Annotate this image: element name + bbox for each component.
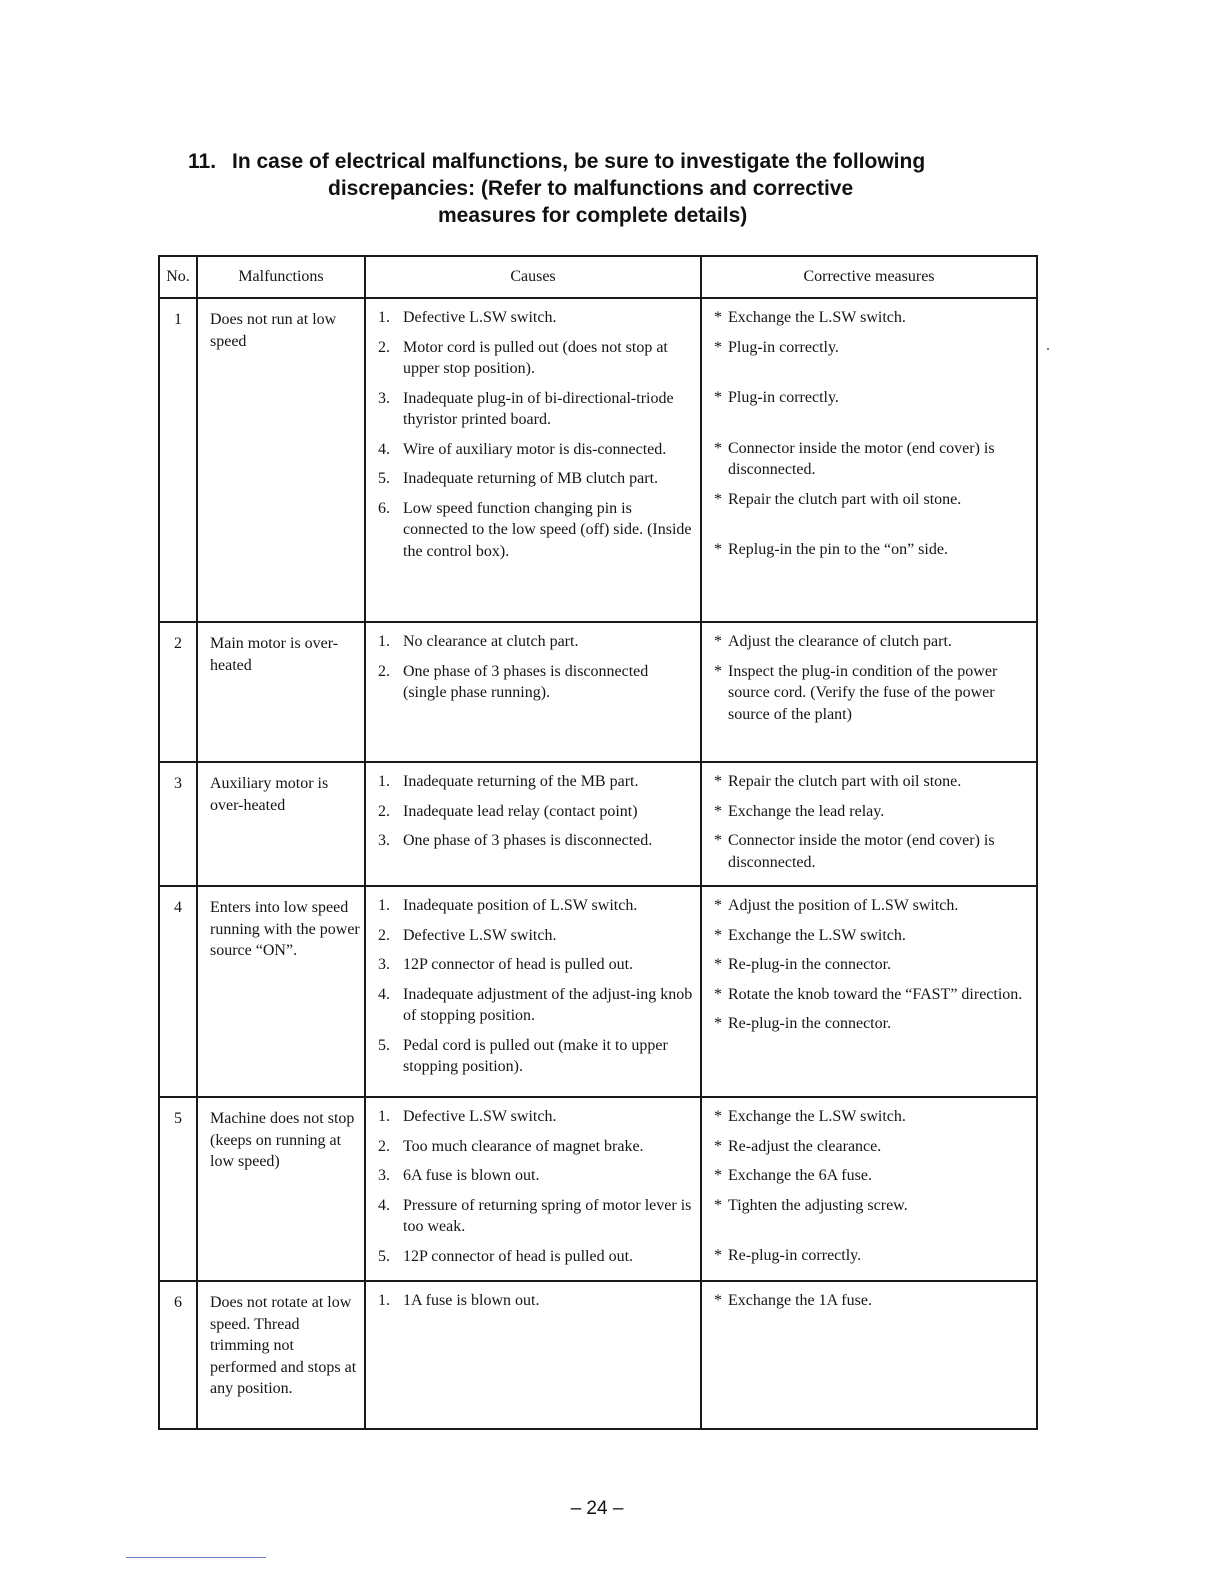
row-number: 4: [159, 886, 197, 1097]
causes-cell: [365, 762, 701, 886]
header-no: No.: [159, 256, 197, 298]
measure-item: * Re-adjust the clearance.: [714, 1137, 882, 1155]
measures-cell: [701, 886, 1037, 1097]
title-line-1: In case of electrical malfunctions, be sure to investigate the following: [232, 150, 926, 173]
causes-cell: [365, 622, 701, 762]
row-number: 1: [159, 298, 197, 622]
cause-item: 4. Pressure of returning spring of motor lever is too weak.: [378, 1196, 692, 1235]
cause-item: 3. 12P connector of head is pulled out.: [378, 956, 634, 973]
measure-item: * Plug-in correctly.: [714, 338, 839, 356]
cause-item: 3. 6A fuse is blown out.: [378, 1167, 540, 1184]
measure-item: * Inspect the plug-in condition of the power source cord. (Verify the fuse of the power source of the plant): [714, 662, 998, 723]
cause-item: 1. Defective L.SW switch.: [378, 1108, 557, 1125]
cause-item: 3. One phase of 3 phases is disconnected.: [378, 832, 653, 849]
measure-item: * Tighten the adjusting screw.: [714, 1196, 908, 1214]
causes-cell: [365, 298, 701, 622]
measure-item: * Exchange the lead relay.: [714, 802, 885, 820]
table-row: [159, 762, 1037, 886]
header-causes: Causes: [365, 256, 701, 298]
page-number: – 24 –: [570, 1498, 624, 1519]
measure-item: * Exchange the 6A fuse.: [714, 1167, 872, 1184]
malfunction-cell: Enters into low speed running with the power source “ON”.: [197, 886, 365, 1097]
cause-item: 2. One phase of 3 phases is disconnected (single phase running).: [378, 662, 649, 701]
measure-item: * Plug-in correctly.: [714, 389, 839, 406]
scan-speck: [1047, 348, 1049, 350]
measures-cell: [701, 762, 1037, 886]
malfunction-cell: Does not run at low speed: [197, 298, 365, 622]
footer-rule: [126, 1557, 266, 1558]
malfunction-cell: Does not rotate at low speed. Thread trimming not performed and stops at any position.: [197, 1281, 365, 1429]
measure-item: * Exchange the L.SW switch.: [714, 1108, 906, 1125]
measure-item: * Repair the clutch part with oil stone.: [714, 773, 962, 790]
measures-cell: [701, 298, 1037, 622]
cause-item: 5. Inadequate returning of MB clutch part.: [378, 470, 659, 487]
cause-item: 1. No clearance at clutch part.: [378, 633, 579, 650]
measure-item: * Re-plug-in the connector.: [714, 1015, 892, 1032]
table-row: [159, 886, 1037, 1097]
cause-item: 1. Inadequate position of L.SW switch.: [378, 897, 638, 914]
table-header-row: [159, 256, 1037, 298]
causes-cell: [365, 1281, 701, 1429]
measure-item: * Adjust the position of L.SW switch.: [714, 897, 959, 914]
measure-item: * Exchange the 1A fuse.: [714, 1292, 872, 1309]
measure-item: * Exchange the L.SW switch.: [714, 926, 906, 944]
malfunction-cell: Main motor is over-heated: [197, 622, 365, 762]
table-row: [159, 1097, 1037, 1281]
measure-item: * Adjust the clearance of clutch part.: [714, 633, 952, 650]
measure-item: * Repair the clutch part with oil stone.: [714, 490, 962, 508]
cause-item: 3. Inadequate plug-in of bi-directional-triode thyristor printed board.: [378, 389, 674, 428]
title-line-2: discrepancies: (Refer to malfunctions and corrective: [328, 177, 854, 200]
cause-item: 5. Pedal cord is pulled out (make it to upper stopping position).: [378, 1036, 668, 1075]
measure-item: * Exchange the L.SW switch.: [714, 309, 906, 326]
title-line-3: measures for complete details): [438, 204, 748, 227]
header-malfunctions: Malfunctions: [197, 256, 365, 298]
cause-item: 2. Too much clearance of magnet brake.: [378, 1137, 644, 1155]
malfunction-cell: Machine does not stop (keeps on running at low speed): [197, 1097, 365, 1281]
malfunction-cell: Auxiliary motor is over-heated: [197, 762, 365, 886]
table-row: [159, 622, 1037, 762]
measure-item: * Replug-in the pin to the “on” side.: [714, 541, 948, 558]
measures-cell: [701, 622, 1037, 762]
measure-item: * Re-plug-in correctly.: [714, 1247, 862, 1264]
malfunction-table: [158, 255, 1038, 1430]
header-corrective-measures: Corrective measures: [701, 256, 1037, 298]
cause-item: 4. Wire of auxiliary motor is dis-connected.: [378, 440, 667, 458]
row-number: 5: [159, 1097, 197, 1281]
cause-item: 2. Inadequate lead relay (contact point): [378, 802, 638, 820]
cause-item: 1. Defective L.SW switch.: [378, 309, 557, 326]
section-title: [188, 148, 988, 229]
row-number: 6: [159, 1281, 197, 1429]
cause-item: 2. Defective L.SW switch.: [378, 926, 557, 944]
cause-item: 5. 12P connector of head is pulled out.: [378, 1247, 634, 1265]
measure-item: * Connector inside the motor (end cover) is disconnected.: [714, 439, 995, 478]
row-number: 3: [159, 762, 197, 886]
table-row: [159, 298, 1037, 622]
causes-cell: [365, 1097, 701, 1281]
row-number: 2: [159, 622, 197, 762]
table-row: [159, 1281, 1037, 1429]
cause-item: 6. Low speed function changing pin is connected to the low speed (off) side. (Inside the control box).: [378, 499, 692, 560]
measure-item: * Connector inside the motor (end cover) is disconnected.: [714, 832, 995, 871]
cause-item: 2. Motor cord is pulled out (does not stop at upper stop position).: [378, 338, 668, 377]
measures-cell: [701, 1097, 1037, 1281]
cause-item: 1. 1A fuse is blown out.: [378, 1292, 540, 1309]
measure-item: * Rotate the knob toward the “FAST” direction.: [714, 985, 1023, 1003]
measure-item: * Re-plug-in the connector.: [714, 956, 892, 973]
cause-item: 1. Inadequate returning of the MB part.: [378, 773, 639, 790]
section-number: 11.: [188, 150, 217, 173]
cause-item: 4. Inadequate adjustment of the adjust-ing knob of stopping position.: [378, 985, 693, 1024]
measures-cell: [701, 1281, 1037, 1429]
causes-cell: [365, 886, 701, 1097]
